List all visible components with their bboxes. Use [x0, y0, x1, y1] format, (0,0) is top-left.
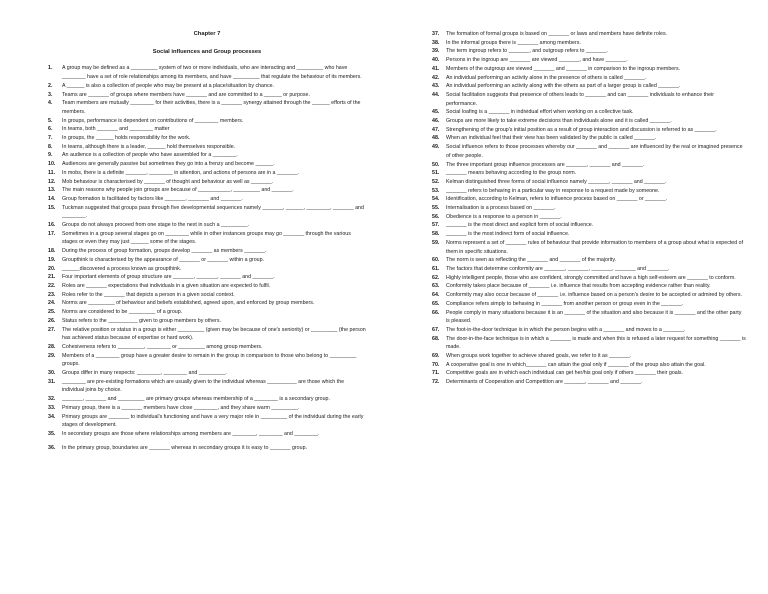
- question-item: [432, 39, 746, 48]
- question-number: 54.: [432, 196, 440, 203]
- question-item: [432, 265, 746, 274]
- question-number: 11.: [48, 169, 56, 176]
- question-text: A group may be defined as a _________ system of two or more individuals, who are interacting and _________ who have ________ have a set of role relationships among its members, and have _________ that regulate the behaviour of its members.: [62, 65, 362, 81]
- question-text: _______, _______ and _________ are primary groups whereas membership of a ________ is a secondary group.: [62, 396, 330, 403]
- question-text: People comply in many situations because it is an _______ of the situation and also because it is _______ and the other party is pleased.: [446, 309, 742, 325]
- question-number: 56.: [432, 213, 440, 220]
- question-number: 33.: [48, 404, 56, 411]
- question-item: [432, 56, 746, 65]
- question-number: 27.: [48, 326, 56, 333]
- question-item: [48, 299, 366, 308]
- question-number: 24.: [48, 300, 56, 307]
- question-item: [48, 326, 366, 343]
- left-question-list: [48, 64, 366, 452]
- question-text: Determinants of Cooperation and Competition are _______, _______ and _______.: [446, 379, 643, 386]
- question-number: 40.: [432, 57, 440, 64]
- question-item: [432, 169, 746, 178]
- question-text: Status refers to the __________ given to group members by others.: [62, 317, 222, 324]
- question-number: 70.: [432, 361, 440, 368]
- question-number: 69.: [432, 353, 440, 360]
- question-number: 53.: [432, 187, 440, 194]
- question-number: 64.: [432, 292, 440, 299]
- question-number: 62.: [432, 274, 440, 281]
- question-number: 67.: [432, 326, 440, 333]
- question-text: The three important group influence processes are _______, _______ and _______.: [446, 161, 645, 168]
- question-item: [432, 221, 746, 230]
- question-item: [48, 343, 366, 352]
- question-text: Identification, according to Kelman, refers to influence process based on _______ or _______.: [446, 196, 668, 203]
- question-text: The door-in-the-face technique is in which a _______ is made and when this is refused a later request for something _______ is made.: [446, 335, 746, 351]
- question-number: 19.: [48, 256, 56, 263]
- question-item: [432, 230, 746, 239]
- question-item: [48, 91, 366, 100]
- question-text: _______ means behaving according to the group norm.: [446, 170, 577, 177]
- question-item: [432, 161, 746, 170]
- question-text: When groups work together to achieve shared goals, we refer to it as _______.: [446, 353, 632, 360]
- question-text: In groups, the ______ holds responsibility for the work.: [62, 135, 191, 142]
- question-item: [48, 291, 366, 300]
- question-number: 25.: [48, 309, 56, 316]
- question-item: [432, 82, 746, 91]
- question-item: [432, 326, 746, 335]
- question-text: Mob behaviour is characterised by _______ of thought and behaviour as well as _______.: [62, 178, 274, 185]
- question-number: 23.: [48, 291, 56, 298]
- question-text: Conformity may also occur because of _______ i.e. influence based on a person's desire to be accepted or admired by others.: [446, 292, 743, 299]
- question-number: 38.: [432, 39, 440, 46]
- question-number: 29.: [48, 352, 56, 359]
- question-text: When an individual feel that their view has been validated by the public is called _______.: [446, 135, 657, 142]
- question-number: 65.: [432, 300, 440, 307]
- question-item: [48, 308, 366, 317]
- question-number: 44.: [432, 91, 440, 98]
- question-text: Compliance refers simply to behaving in _______ from another person or group even in the _______.: [446, 300, 684, 307]
- question-number: 35.: [48, 430, 56, 437]
- question-number: 48.: [432, 135, 440, 142]
- question-text: Social influence refers to those processes whereby our _______ and _______ are influenced by the real or imagined presence of other people.: [446, 144, 743, 159]
- question-item: [48, 413, 366, 430]
- question-number: 50.: [432, 161, 440, 168]
- question-item: [432, 369, 746, 378]
- question-text: The norm is seen as reflecting the _______ and _______ of the majority.: [446, 257, 617, 264]
- question-number: 6.: [48, 126, 53, 133]
- question-text: In groups, performance is dependent on contributions of ________ members.: [62, 117, 244, 124]
- question-item: [432, 117, 746, 126]
- question-item: [432, 291, 746, 300]
- question-text: Social loafing is a _______ in individual effort when working on a collective task.: [446, 109, 634, 116]
- question-item: [48, 204, 366, 221]
- question-text: Norms represent a set of _______ rules of behaviour that provide information to members of a group about what is expected of them in specific situations.: [446, 239, 744, 255]
- question-number: 43.: [432, 83, 440, 90]
- question-number: 66.: [432, 309, 440, 316]
- question-text: Sometimes in a group several stages go on ________ while in other instances groups may go _______ through the various stages or even they may just ______ some of the stages.: [62, 230, 351, 246]
- question-text: An individual performing an activity along with the others as part of a larger group is called _______.: [446, 83, 681, 90]
- question-text: Highly intelligent people, those who are confident, strongly committed and have a high self-esteem are _______ to conform.: [446, 274, 736, 281]
- question-number: 15.: [48, 204, 56, 211]
- question-text: Primary groups are _______ to individual's functioning and have a very major role in _________ of the individual during the early stages of development.: [62, 413, 364, 429]
- question-number: 45.: [432, 109, 440, 116]
- question-item: [48, 143, 366, 152]
- question-text: _______ refers to behaving in a particular way in response to a request made by someone.: [446, 187, 660, 194]
- question-text: In secondary groups are those where relationships among members are ________, ________ and ________.: [62, 430, 320, 437]
- question-number: 61.: [432, 265, 440, 272]
- right-column: [432, 30, 746, 387]
- question-number: 20.: [48, 265, 56, 272]
- question-text: _______ is the most indirect form of social influence.: [446, 231, 570, 238]
- question-text: ______discovered a process known as groupthink.: [62, 265, 182, 272]
- question-number: 26.: [48, 317, 56, 324]
- question-item: [48, 265, 366, 274]
- question-item: [432, 335, 746, 352]
- question-text: In the informal groups there is _______ among members.: [446, 39, 581, 46]
- question-number: 47.: [432, 126, 440, 133]
- question-item: [432, 108, 746, 117]
- question-item: [432, 143, 746, 160]
- question-number: 49.: [432, 144, 440, 151]
- question-item: [48, 369, 366, 378]
- question-text: In teams, both _______ and ________ matter: [62, 126, 170, 133]
- question-item: [432, 134, 746, 143]
- question-text: The factors that determine conformity are _______, _______, _______, _______ and _______.: [446, 265, 670, 272]
- question-text: In teams, although there is a leader, ______ hold themselves responsible.: [62, 143, 236, 150]
- question-item: [432, 91, 746, 108]
- question-item: [432, 126, 746, 135]
- question-text: Conformity takes place because of _______ i.e. influence that results from accepting evidence rather than reality.: [446, 283, 711, 290]
- question-number: 55.: [432, 205, 440, 212]
- question-number: 10.: [48, 161, 56, 168]
- question-number: 60.: [432, 257, 440, 264]
- question-number: 39.: [432, 48, 440, 55]
- question-text: Groups do not always proceed from one stage to the next in such a _________.: [62, 222, 249, 229]
- question-number: 42.: [432, 74, 440, 81]
- question-text: Audiences are generally passive but sometimes they go into a frenzy and become ______.: [62, 161, 275, 168]
- question-text: Kelman distinguished three forms of social influence namely _______, _______ and _______.: [446, 178, 667, 185]
- question-item: [48, 221, 366, 230]
- question-item: [48, 160, 366, 169]
- question-item: [48, 378, 366, 395]
- question-number: 13.: [48, 187, 56, 194]
- question-text: Roles are _______ expectations that individuals in a given situation are expected to fulfil.: [62, 282, 271, 289]
- question-number: 1.: [48, 65, 53, 72]
- question-item: [48, 186, 366, 195]
- question-item: [432, 309, 746, 326]
- question-item: [48, 195, 366, 204]
- question-number: 2.: [48, 82, 53, 89]
- question-text: Members of a ________ group have a greater desire to remain in the group in comparison to those who belong to _________ groups.: [62, 352, 357, 368]
- question-item: [48, 82, 366, 91]
- question-number: 8.: [48, 143, 53, 150]
- question-text: Primary group, there is a _______ members have close ________, and they share warm _________.: [62, 404, 300, 411]
- question-number: 5.: [48, 117, 53, 124]
- question-text: Social facilitation suggests that presence of others leads to _______ and can _______ individuals to enhance their performance.: [446, 91, 714, 107]
- question-text: Four important elements of group structure are _______, _______, _______ and _______.: [62, 274, 275, 281]
- question-text: Tuckman suggested that groups pass through five developmental sequences namely _______, ______, ________, _______ and ________.: [62, 204, 364, 220]
- question-item: [48, 117, 366, 126]
- question-text: Groups differ in many respects: ________, ________ and _________.: [62, 370, 227, 377]
- question-item: [432, 187, 746, 196]
- question-text: An individual performing an activity alone in the presence of others is called _______.: [446, 74, 647, 81]
- question-number: 21.: [48, 274, 56, 281]
- question-item: [48, 134, 366, 143]
- question-item: [48, 317, 366, 326]
- question-number: 58.: [432, 231, 440, 238]
- question-number: 4.: [48, 100, 53, 107]
- question-item: [432, 256, 746, 265]
- question-text: Norms are considered to be _________ of a group.: [62, 309, 183, 316]
- question-number: 52.: [432, 178, 440, 185]
- question-item: [48, 169, 366, 178]
- question-text: Norms are _________ of behaviour and beliefs established, agreed upon, and enforced by group members.: [62, 300, 315, 307]
- question-item: [432, 195, 746, 204]
- question-text: During the process of group formation, groups develop _______ as members _______.: [62, 248, 267, 255]
- left-column: [48, 30, 366, 452]
- question-text: _______ is the most direct and explicit form of social influence.: [446, 222, 594, 229]
- question-text: ________ are pre-existing formations which are usually given to the individual whereas __________ are those which the individual joins by choice.: [62, 378, 345, 394]
- question-text: Competitive goals are in which each individual can get her/his goal only if others _______ their goals.: [446, 370, 684, 377]
- question-number: 51.: [432, 170, 440, 177]
- question-number: 7.: [48, 135, 53, 142]
- question-item: [432, 30, 746, 39]
- question-text: In mobs, there is a definite _______, ________ in attention, and actions of persons are in a _______.: [62, 169, 300, 176]
- question-item: [48, 151, 366, 160]
- question-item: [432, 274, 746, 283]
- question-number: 36.: [48, 444, 56, 451]
- question-number: 41.: [432, 65, 440, 72]
- question-number: 57.: [432, 222, 440, 229]
- question-text: Strengthening of the group's initial position as a result of group interaction and discussion is referred to as _______.: [446, 126, 717, 133]
- question-text: A ______ is also a collection of people who may be present at a place/situation by chance.: [62, 82, 275, 89]
- question-item: [432, 361, 746, 370]
- question-item: [48, 430, 366, 439]
- question-number: 28.: [48, 343, 56, 350]
- question-item: [48, 99, 366, 116]
- question-item: [432, 204, 746, 213]
- question-text: Roles refer to the _______ that depicts a person in a given social context.: [62, 291, 235, 298]
- question-item: [432, 178, 746, 187]
- question-number: 18.: [48, 248, 56, 255]
- question-item: [432, 378, 746, 387]
- question-item: [432, 65, 746, 74]
- question-text: Cohesiveness refers to _________, ________ or _________ among group members.: [62, 343, 263, 350]
- question-number: 32.: [48, 396, 56, 403]
- right-question-list: [432, 30, 746, 387]
- question-text: Members of the outgroup are viewed _______ and _______ in comparison to the ingroup members.: [446, 65, 681, 72]
- question-number: 72.: [432, 379, 440, 386]
- question-item: [48, 256, 366, 265]
- question-item: [48, 64, 366, 81]
- question-number: 9.: [48, 152, 53, 159]
- question-item: [48, 444, 366, 453]
- question-number: 3.: [48, 91, 53, 98]
- question-number: 14.: [48, 195, 56, 202]
- question-item: [48, 125, 366, 134]
- question-number: 22.: [48, 282, 56, 289]
- question-text: A cooperative goal is one in which_______ can attain the goal only if _______ of the group also attain the goal.: [446, 361, 706, 368]
- question-text: The main reasons why people join groups are because of ___________, _________ and _______.: [62, 187, 294, 194]
- question-item: [48, 273, 366, 282]
- question-text: The formation of formal groups is based on _______ or laws and members have definite roles.: [446, 31, 668, 37]
- question-item: [48, 247, 366, 256]
- question-item: [48, 352, 366, 369]
- question-item: [48, 230, 366, 247]
- question-text: An audience is a collection of people who have assembled for a ________.: [62, 152, 238, 159]
- question-item: [48, 178, 366, 187]
- question-number: 16.: [48, 222, 56, 229]
- question-number: 30.: [48, 370, 56, 377]
- question-number: 31.: [48, 378, 56, 385]
- question-number: 17.: [48, 230, 56, 237]
- question-text: The term ingroup refers to _______, and outgroup refers to _______.: [446, 48, 608, 55]
- question-number: 71.: [432, 370, 440, 377]
- question-text: Groupthink is characterised by the appearance of _______ or _______ within a group.: [62, 256, 265, 263]
- question-number: 46.: [432, 118, 440, 125]
- question-text: The foot-in-the-door technique is in which the person begins with a _______ and moves to a _______.: [446, 326, 686, 333]
- question-item: [432, 352, 746, 361]
- question-text: Internalisation is a process based on _______.: [446, 205, 556, 212]
- question-text: Group formation is facilitated by factors like _______, _______ and _______.: [62, 195, 243, 202]
- question-text: The relative position or status in a group is either _________ (given may be because of one's seniority) or _________ (the person has achieved status because of expertise or hard work).: [62, 326, 366, 342]
- question-number: 59.: [432, 239, 440, 246]
- question-text: Obedience is a response to a person in _______.: [446, 213, 562, 220]
- question-item: [432, 74, 746, 83]
- question-text: Persons in the ingroup are _______ are viewed _______, and have _______.: [446, 57, 628, 64]
- question-text: Groups are more likely to take extreme decisions than individuals alone and it is called _______.: [446, 118, 672, 125]
- question-number: 68.: [432, 335, 440, 342]
- question-text: Team members are mutually ________ for their activities, there is a _______ synergy attained through the ______ efforts of the members.: [62, 100, 361, 115]
- question-item: [48, 395, 366, 404]
- question-item: [432, 47, 746, 56]
- question-item: [48, 404, 366, 413]
- question-text: Teams are _______ of groups where members have _______ and are committed to a ______ or purpose.: [62, 91, 310, 98]
- worksheet-title: Social influences and Group processes: [152, 48, 262, 55]
- question-item: [432, 213, 746, 222]
- question-number: 12.: [48, 178, 56, 185]
- question-item: [432, 282, 746, 291]
- question-item: [432, 239, 746, 256]
- question-item: [48, 282, 366, 291]
- question-number: 63.: [432, 283, 440, 290]
- question-number: 37.: [432, 31, 440, 37]
- question-item: [432, 300, 746, 309]
- chapter-heading: Chapter 7: [193, 31, 221, 37]
- question-number: 34.: [48, 413, 56, 420]
- question-text: In the primary group, boundaries are _______ whereas in secondary groups it is easy to _______ group.: [62, 444, 307, 451]
